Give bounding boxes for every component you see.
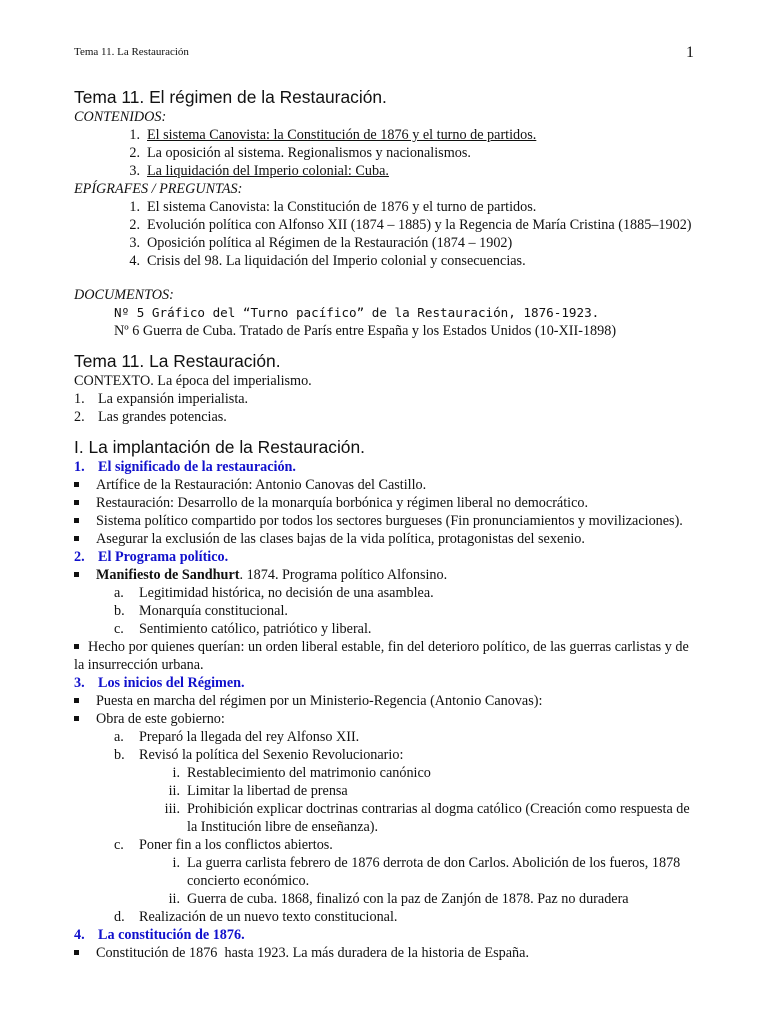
bullet-item: Manifiesto de Sandhurt. 1874. Programa político Alfonsino. [74,566,696,584]
documentos-label: DOCUMENTOS: [74,287,174,303]
page-number: 1 [686,44,694,61]
documento-item: Nº 5 Gráfico del “Turno pacífico” de la Restauración, 1876-1923. [114,305,600,320]
sub-item: b. Monarquía constitucional. [114,603,288,619]
bullet-item: Constitución de 1876 hasta 1923. La más duradera de la historia de España. [74,944,696,962]
square-bullet-icon [74,950,79,955]
epigrafes-label: EPÍGRAFES / PREGUNTAS: [74,181,243,197]
square-bullet-icon [74,518,79,523]
contenidos-label: CONTENIDOS: [74,109,167,125]
bullet-item: Restauración: Desarrollo de la monarquía borbónica y régimen liberal no democrático. [74,494,696,512]
title-regimen: Tema 11. El régimen de la Restauración. [74,87,387,107]
subsection-significado: 1. El significado de la restauración. [74,459,296,475]
square-bullet-icon [74,500,79,505]
contenidos-item: 2. La oposición al sistema. Regionalismos y nacionalismos. [129,145,471,161]
contexto-text: CONTEXTO. La época del imperialismo. [74,373,312,389]
roman-item: ii. Limitar la libertad de prensa [168,783,348,799]
bullet-item: Asegurar la exclusión de las clases bajas de la vida política, protagonistas del sexenio. [74,530,696,548]
square-bullet-icon [74,482,79,487]
title-restauracion: Tema 11. La Restauración. [74,351,281,371]
sub-item: c. Poner fin a los conflictos abiertos. [114,837,333,853]
roman-item: iii. Prohibición explicar doctrinas contrarias al dogma católico (Creación como respuesta de la Institución libre de enseñanza). [164,801,690,835]
page-content [74,86,696,962]
contenidos-item: 3. La liquidación del Imperio colonial: Cuba. [129,163,389,179]
sub-item: c. Sentimiento católico, patriótico y liberal. [114,621,372,637]
square-bullet-icon [74,536,79,541]
running-header: Tema 11. La Restauración [74,46,189,58]
bullet-item: Artífice de la Restauración: Antonio Canovas del Castillo. [74,476,696,494]
sub-item: a. Legitimidad histórica, no decisión de una asamblea. [114,585,434,601]
square-bullet-icon [74,644,79,649]
roman-item: i. Restablecimiento del matrimonio canónico [172,765,431,781]
contexto-item: 1. La expansión imperialista. [74,391,249,407]
square-bullet-icon [74,572,79,577]
section-implantacion-title: I. La implantación de la Restauración. [74,437,365,457]
sub-item: a. Preparó la llegada del rey Alfonso XII. [114,729,360,745]
epigrafe-item: 1. El sistema Canovista: la Constitución de 1876 y el turno de partidos. [129,199,537,215]
bullet-item: Obra de este gobierno: [74,710,696,728]
epigrafe-item: 3. Oposición política al Régimen de la Restauración (1874 – 1902) [129,235,513,251]
roman-item: ii. Guerra de cuba. 1868, finalizó con la paz de Zanjón de 1878. Paz no duradera [168,891,629,907]
subsection-programa: 2. El Programa político. [74,549,229,565]
subsection-inicios: 3. Los inicios del Régimen. [74,675,245,691]
contexto-item: 2. Las grandes potencias. [74,409,227,425]
sub-item: d. Realización de un nuevo texto constitucional. [114,909,398,925]
square-bullet-icon [74,698,79,703]
bullet-item: Puesta en marcha del régimen por un Ministerio-Regencia (Antonio Canovas): [74,692,696,710]
documento-item: Nº 6 Guerra de Cuba. Tratado de París entre España y los Estados Unidos (10-XII-1898) [114,323,617,339]
epigrafe-item: 2. Evolución política con Alfonso XII (1874 – 1885) y la Regencia de María Cristina (1885–1902) [129,217,692,233]
square-bullet-icon [74,716,79,721]
subsection-constitucion: 4. La constitución de 1876. [74,927,245,943]
bullet-item: Sistema político compartido por todos los sectores burgueses (Fin pronunciamientos y movilizaciones). [74,512,696,530]
sub-item: b. Revisó la política del Sexenio Revolucionario: [114,747,404,763]
roman-item: i. La guerra carlista febrero de 1876 derrota de don Carlos. Abolición de los fueros, 1878 concierto económico. [172,855,681,889]
contenidos-item: 1. El sistema Canovista: la Constitución de 1876 y el turno de partidos. [129,127,537,143]
epigrafe-item: 4. Crisis del 98. La liquidación del Imperio colonial y consecuencias. [129,253,526,269]
bullet-item: Hecho por quienes querían: un orden liberal estable, fin del deterioro político, de las guerras carlistas y de la insurrección urbana. [74,639,689,673]
